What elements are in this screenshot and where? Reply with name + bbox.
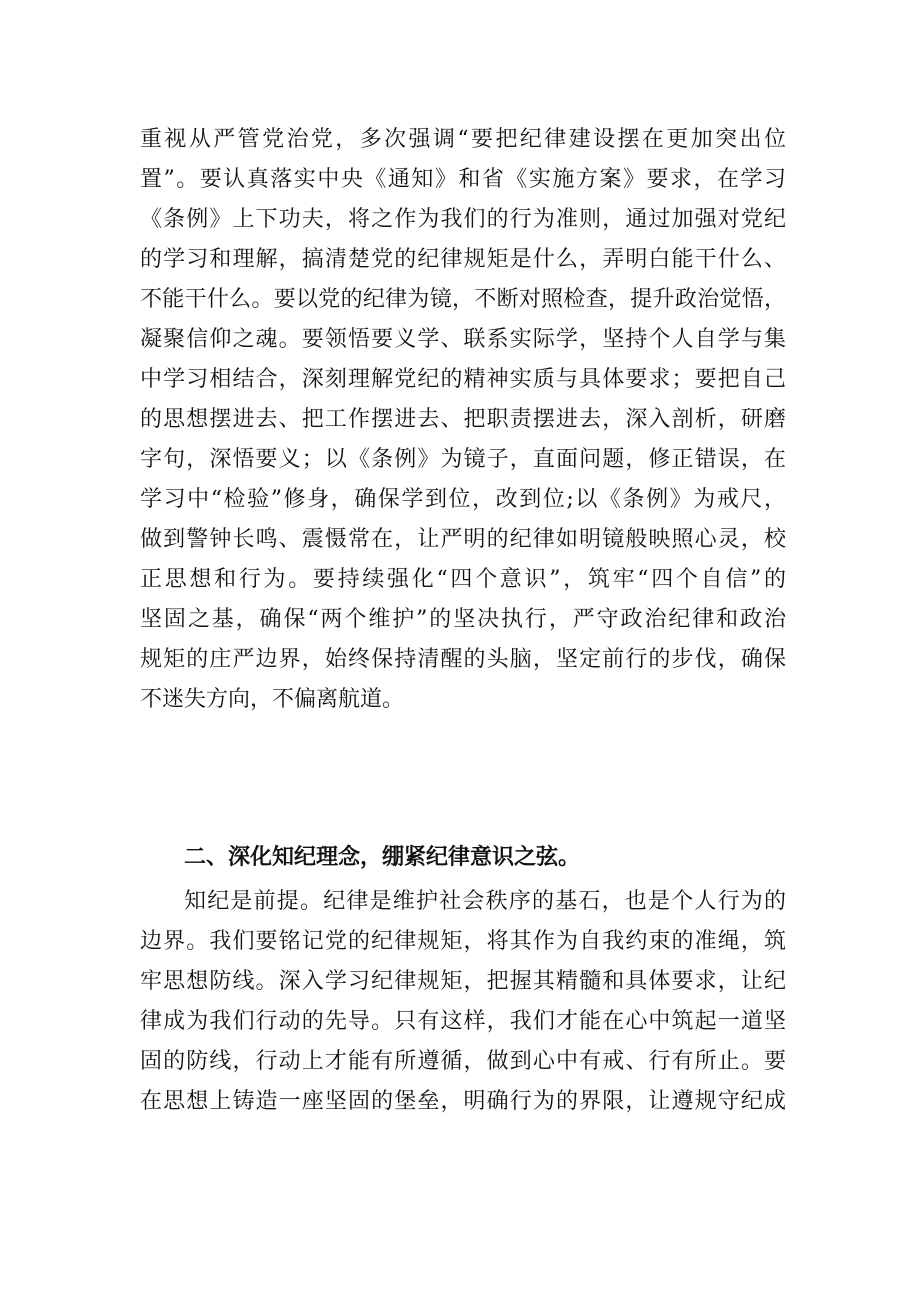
paragraph-2-line: 知纪是前提。纪律是维护社会秩序的基石，也是个人行为的 (184, 889, 786, 914)
paragraph-2-line: 固的防线，行动上才能有所遵循，做到心中有戒、行有所止。要 (140, 1049, 786, 1074)
paragraph-1-line: 规矩的庄严边界，始终保持清醒的头脑，坚定前行的步伐，确保 (140, 647, 786, 672)
paragraph-1-line: 学习中“检验”修身，确保学到位，改到位;以《条例》为戒尺， (140, 487, 786, 512)
paragraph-1 (140, 120, 786, 720)
paragraph-2-line: 在思想上铸造一座坚固的堡垒，明确行为的界限，让遵规守纪成 (140, 1089, 786, 1114)
paragraph-1-line: 置”。要认真落实中央《通知》和省《实施方案》要求，在学习 (140, 167, 786, 192)
paragraph-1-line: 中学习相结合，深刻理解党纪的精神实质与具体要求；要把自己 (140, 367, 786, 392)
section-heading: 二、深化知纪理念，绷紧纪律意识之弦。 (184, 845, 581, 870)
paragraph-1-line: 重视从严管党治党，多次强调“要把纪律建设摆在更加突出位 (140, 127, 786, 152)
paragraph-1-line: 的思想摆进去、把工作摆进去、把职责摆进去，深入剖析，研磨 (140, 407, 786, 432)
paragraph-1-line: 不能干什么。要以党的纪律为镜，不断对照检查，提升政治觉悟， (140, 287, 786, 312)
paragraph-2-line: 律成为我们行动的先导。只有这样，我们才能在心中筑起一道坚 (140, 1009, 786, 1034)
paragraph-1-line: 凝聚信仰之魂。要领悟要义学、联系实际学，坚持个人自学与集 (140, 327, 786, 352)
paragraph-2-line: 边界。我们要铭记党的纪律规矩，将其作为自我约束的准绳，筑 (140, 929, 786, 954)
paragraph-1-line: 《条例》上下功夫，将之作为我们的行为准则，通过加强对党纪 (140, 207, 786, 232)
paragraph-2-line: 牢思想防线。深入学习纪律规矩，把握其精髓和具体要求，让纪 (140, 969, 786, 994)
paragraph-1-line: 坚固之基，确保“两个维护”的坚决执行，严守政治纪律和政治 (140, 607, 786, 632)
paragraph-2 (140, 882, 786, 1122)
paragraph-1-line: 正思想和行为。要持续强化“四个意识”，筑牢“四个自信”的 (140, 567, 786, 592)
paragraph-1-line: 不迷失方向，不偏离航道。 (140, 687, 405, 712)
paragraph-1-line: 做到警钟长鸣、震慑常在，让严明的纪律如明镜般映照心灵，校 (140, 527, 786, 552)
paragraph-1-line: 字句，深悟要义；以《条例》为镜子，直面问题，修正错误，在 (140, 447, 786, 472)
paragraph-1-line: 的学习和理解，搞清楚党的纪律规矩是什么，弄明白能干什么、 (140, 247, 786, 272)
